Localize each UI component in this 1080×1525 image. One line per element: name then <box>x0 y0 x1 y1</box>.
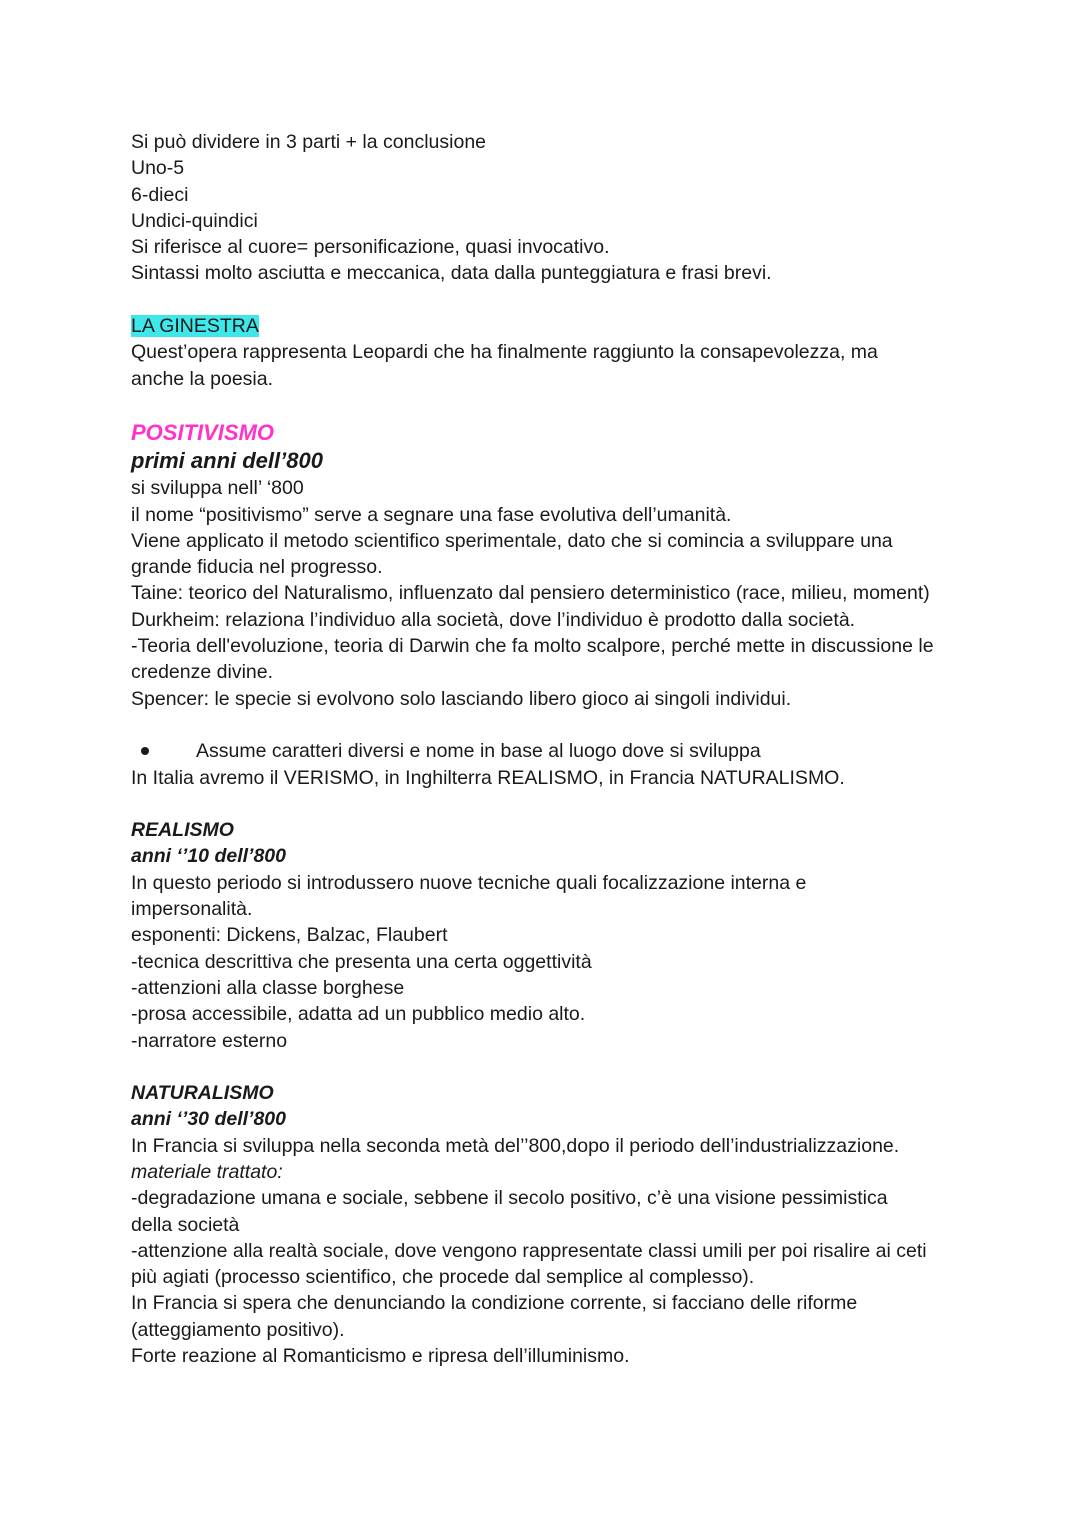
positivismo-line: -Teoria dell'evoluzione, teoria di Darwin che fa molto scalpore, perché mette in discussione le credenze divine. <box>131 635 934 684</box>
realismo-section <box>131 817 961 1054</box>
document-page <box>131 129 961 1369</box>
positivismo-subheading: primi anni dell’800 <box>131 448 323 474</box>
intro-section <box>131 129 961 287</box>
intro-line: Undici-quindici <box>131 209 258 232</box>
naturalismo-section <box>131 1080 961 1369</box>
realismo-line: -narratore esterno <box>131 1029 288 1052</box>
spacer <box>131 791 961 817</box>
positivismo-line: si sviluppa nell’ ‘800 <box>131 477 304 500</box>
naturalismo-line: In Francia si spera che denunciando la condizione corrente, si facciano delle riforme (atteggiamento positivo). <box>131 1292 858 1341</box>
positivismo-line: Viene applicato il metodo scientifico sperimentale, dato che si comincia a sviluppare una grande fiducia nel progresso. <box>131 529 893 579</box>
ginestra-heading: LA GINESTRA <box>131 315 259 338</box>
positivismo-line: Spencer: le specie si evolvono solo lasciando libero gioco ai singoli individui. <box>131 687 792 710</box>
realismo-subheading: anni ‘’10 dell’800 <box>131 845 286 868</box>
positivismo-line: Durkheim: relaziona l’individuo alla società, dove l’individuo è prodotto dalla società. <box>131 608 856 631</box>
spacer <box>131 712 961 738</box>
positivismo-heading: POSITIVISMO <box>131 420 275 446</box>
naturalismo-line: In Francia si sviluppa nella seconda metà del’’800,dopo il periodo dell’industrializzazione. <box>131 1134 900 1157</box>
ginestra-text: Quest’opera rappresenta Leopardi che ha finalmente raggiunto la consapevolezza, ma anche la poesia. <box>131 341 878 390</box>
realismo-line: -attenzioni alla classe borghese <box>131 976 405 999</box>
positivismo-after-bullet: In Italia avremo il VERISMO, in Inghilterra REALISMO, in Francia NATURALISMO. <box>131 766 845 789</box>
bullet-text: Assume caratteri diversi e nome in base al luogo dove si sviluppa <box>196 740 761 763</box>
intro-line: Si riferisce al cuore= personificazione, quasi invocativo. <box>131 236 610 259</box>
bullet-item <box>131 738 961 764</box>
naturalismo-heading: NATURALISMO <box>131 1082 274 1105</box>
naturalismo-line: -attenzione alla realtà sociale, dove vengono rappresentate classi umili per poi risalire ai ceti più agiati (processo scientifico, che procede dal semplice al complesso). <box>131 1239 927 1289</box>
intro-line: Sintassi molto asciutta e meccanica, data dalla punteggiatura e frasi brevi. <box>131 262 772 285</box>
positivismo-section <box>131 418 961 791</box>
realismo-heading: REALISMO <box>131 819 234 842</box>
realismo-line: -tecnica descrittiva che presenta una certa oggettività <box>131 950 592 973</box>
intro-line: Uno-5 <box>131 157 185 180</box>
realismo-line: esponenti: Dickens, Balzac, Flaubert <box>131 924 448 947</box>
positivismo-line: Taine: teorico del Naturalismo, influenzato dal pensiero deterministico (race, milieu, moment) <box>131 582 930 605</box>
intro-line: 6-dieci <box>131 183 189 206</box>
naturalismo-line: -degradazione umana e sociale, sebbene il secolo positivo, c’è una visione pessimistica della società <box>131 1187 888 1236</box>
ginestra-section <box>131 313 961 392</box>
spacer <box>131 1054 961 1080</box>
intro-line: Si può dividere in 3 parti + la conclusione <box>131 131 487 153</box>
spacer <box>131 392 961 418</box>
realismo-line: -prosa accessibile, adatta ad un pubblico medio alto. <box>131 1003 586 1026</box>
positivismo-line: il nome “positivismo” serve a segnare una fase evolutiva dell’umanità. <box>131 503 732 526</box>
naturalismo-line: Forte reazione al Romanticismo e ripresa dell’illuminismo. <box>131 1345 630 1368</box>
naturalismo-material-label: materiale trattato: <box>131 1160 283 1183</box>
naturalismo-subheading: anni ‘’30 dell’800 <box>131 1108 286 1131</box>
spacer <box>131 287 961 313</box>
realismo-line: In questo periodo si introdussero nuove tecniche quali focalizzazione interna e impersonalità. <box>131 871 807 921</box>
